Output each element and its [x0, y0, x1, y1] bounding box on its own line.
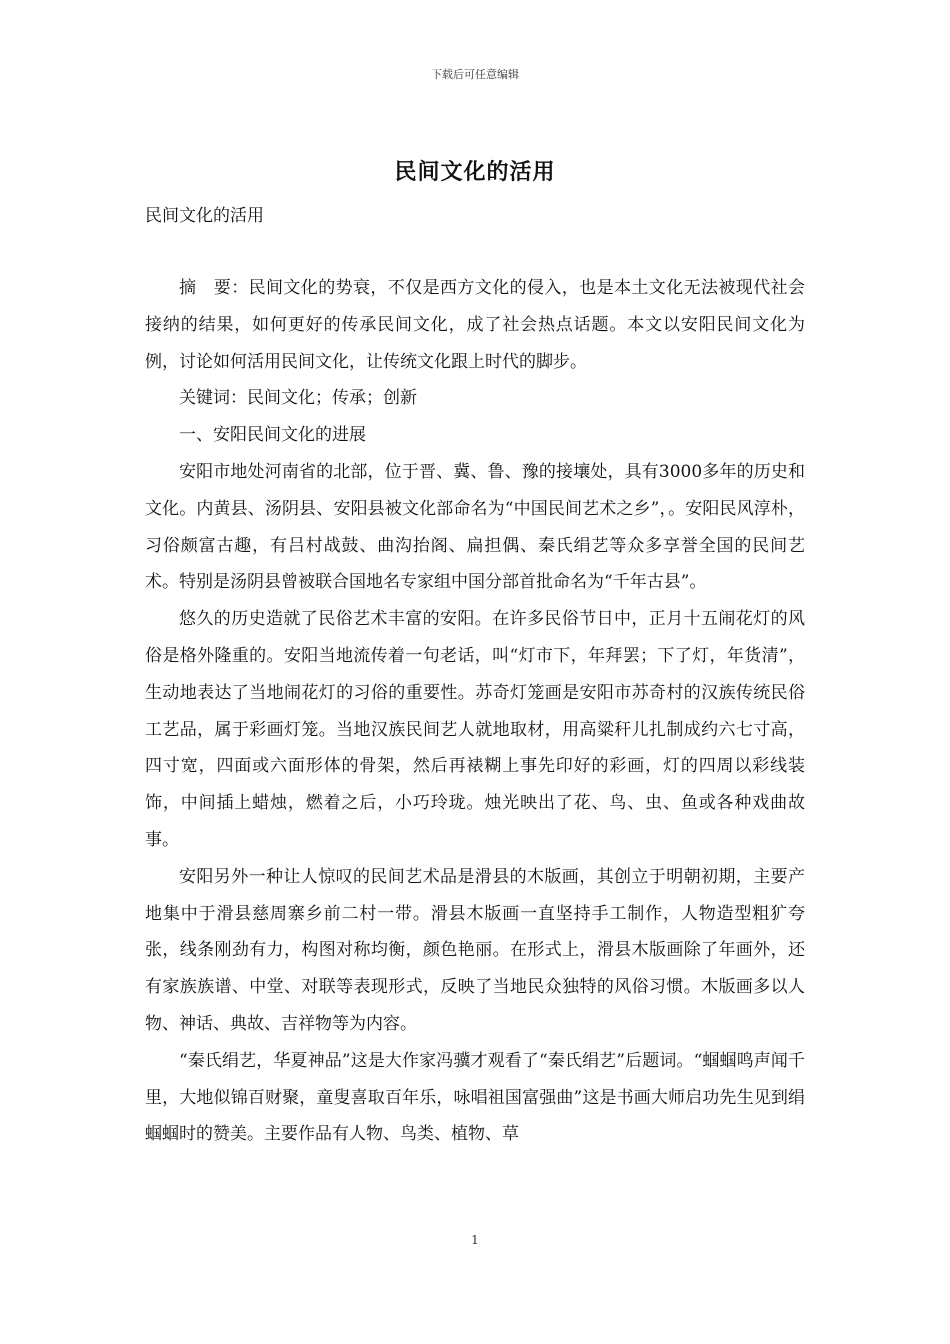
- body-paragraph: 悠久的历史造就了民俗艺术丰富的安阳。在许多民俗节日中，正月十五闹花灯的风俗是格外隆重的。安阳当地流传着一句老话，叫“灯市下，年拜罢；下了灯，年货清”，生动地表达了当地闹花灯的习俗的重要性。苏奇灯笼画是安阳市苏奇村的汉族传统民俗工艺品，属于彩画灯笼。当地汉族民间艺人就地取材，用高粱秆儿扎制成约六七寸高，四寸宽，四面或六面形体的骨架，然后再裱糊上事先印好的彩画，灯的四周以彩线装饰，中间插上蜡烛，燃着之后，小巧玲珑。烛光映出了花、鸟、虫、鱼或各种戏曲故事。: [145, 609, 805, 850]
- body-paragraph: 安阳另外一种让人惊叹的民间艺术品是滑县的木版画，其创立于明朝初期，主要产地集中于滑县慈周寨乡前二村一带。滑县木版画一直坚持手工制作，人物造型粗犷夸张，线条刚劲有力，构图对称均衡，颜色艳丽。在形式上，滑县木版画除了年画外，还有家族族谱、中堂、对联等表现形式，反映了当地民众独特的风俗习惯。木版画多以人物、神话、典故、吉祥物等为内容。: [145, 866, 805, 1034]
- document-subtitle: 民间文化的活用: [145, 206, 264, 226]
- document-title: 民间文化的活用: [394, 159, 556, 185]
- document-body: [145, 270, 805, 1153]
- abstract-paragraph: 摘 要：民间文化的势衰，不仅是西方文化的侵入，也是本土文化无法被现代社会接纳的结果，如何更好的传承民间文化，成了社会热点话题。本文以安阳民间文化为例，讨论如何活用民间文化，让传统文化跟上时代的脚步。: [145, 278, 805, 372]
- body-paragraph: “秦氏绢艺，华夏神品”这是大作家冯骥才观看了“秦氏绢艺”后题词。“蝈蝈鸣声闻千里，大地似锦百财聚，童叟喜取百年乐，咏唱祖国富强曲”这是书画大师启功先生见到绢蝈蝈时的赞美。主要作品有人物、鸟类、植物、草: [145, 1050, 805, 1145]
- page-header-note: 下载后可任意编辑: [431, 68, 519, 81]
- body-paragraph: 安阳市地处河南省的北部，位于晋、冀、鲁、豫的接壤处，具有3000多年的历史和文化。内黄县、汤阴县、安阳县被文化部命名为“中国民间艺术之乡”，。安阳民风淳朴，习俗颇富古趣，有吕村战鼓、曲沟抬阁、扁担偶、秦氏绢艺等众多享誉全国的民间艺术。特别是汤阴县曾被联合国地名专家组中国分部首批命名为“千年古县”。: [145, 461, 805, 593]
- page-number: 1: [471, 1233, 479, 1247]
- section-heading: 一、安阳民间文化的进展: [179, 425, 366, 446]
- keywords-paragraph: 关键词：民间文化；传承；创新: [179, 388, 417, 409]
